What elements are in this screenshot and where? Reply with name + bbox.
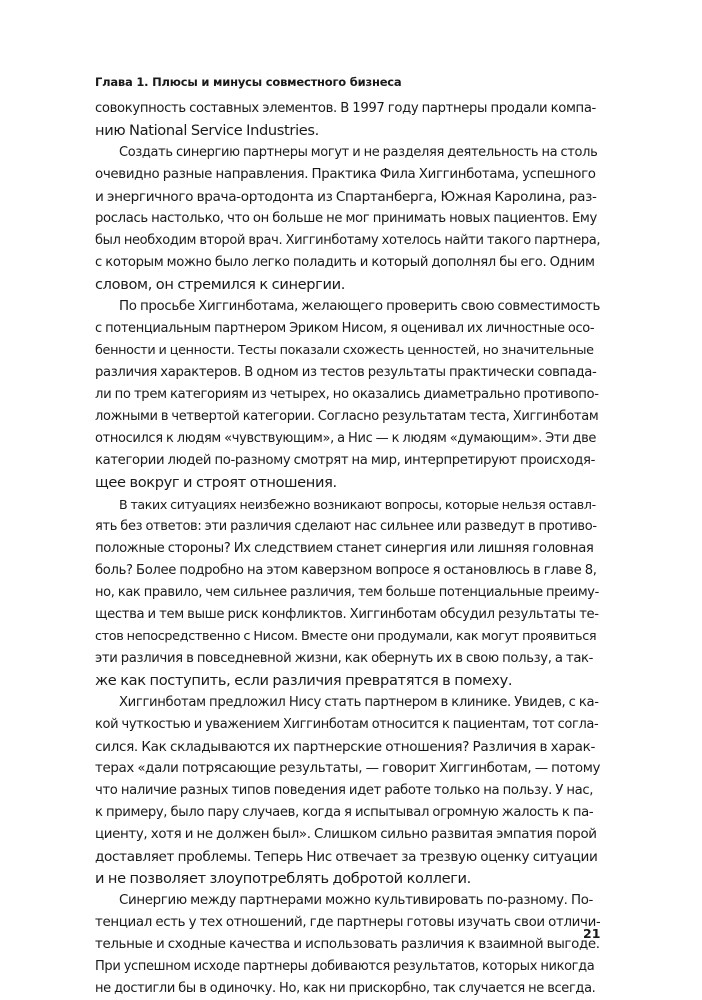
text-line: доставляет проблемы. Теперь Нис отвечает за трезвую оценку ситуации: [95, 849, 598, 865]
text-line: бенности и ценности. Тесты показали схожесть ценностей, но значительные: [95, 343, 594, 358]
text-line: и не позволяет злоупотреблять добротой коллеги.: [95, 870, 471, 887]
text-line: эти различия в повседневной жизни, как обернуть их в свою пользу, а так-: [95, 651, 594, 666]
text-line: различия характеров. В одном из тестов результаты практически совпада-: [95, 365, 597, 380]
text-line: нию National Service Industries.: [95, 122, 319, 139]
text-line: ложными в четвертой категории. Согласно результатам теста, Хиггинботам: [95, 409, 599, 424]
text-line: что наличие разных типов поведения идет работе только на пользу. У нас,: [95, 783, 594, 798]
text-line: но, как правило, чем сильнее различия, тем больше потенциальные преиму-: [95, 585, 599, 600]
text-line: ли по трем категориям из четырех, но оказались диаметрально противопо-: [95, 387, 599, 402]
text-line: положные стороны? Их следствием станет синергия или лишняя головная: [95, 541, 594, 556]
text-line: щее вокруг и строят отношения.: [95, 474, 337, 491]
text-line: циенту, хотя и не должен был». Слишком сильно развитая эмпатия порой: [95, 827, 597, 842]
page-number: 21: [583, 926, 601, 941]
text-line: стов непосредственно с Нисом. Вместе они продумали, как могут проявиться: [95, 629, 597, 644]
text-line: не достигли бы в одиночку. Но, как ни прискорбно, так случается не всегда.: [95, 981, 596, 996]
text-line: совокупность составных элементов. В 1997 году партнеры продали компа-: [95, 101, 596, 116]
text-line: же как поступить, если различия превратятся в помеху.: [95, 672, 513, 689]
text-line: терах «дали потрясающие результаты, — говорит Хиггинботам, — потому: [95, 761, 600, 776]
text-line: категории людей по-разному смотрят на мир, интерпретируют происходя-: [95, 453, 596, 468]
text-line: При успешном исходе партнеры добиваются результатов, которых никогда: [95, 959, 595, 974]
text-line: Хиггинботам предложил Нису стать партнером в клинике. Увидев, с ка-: [119, 695, 599, 710]
text-line: с потенциальным партнером Эриком Нисом, я оценивал их личностные осо-: [95, 321, 595, 336]
text-line: В таких ситуациях неизбежно возникают вопросы, которые нельзя оставл-: [119, 497, 596, 512]
text-line: очевидно разные направления. Практика Фила Хиггинботама, успешного: [95, 167, 596, 182]
running-header: Глава 1. Плюсы и минусы совместного бизнеса: [95, 75, 402, 89]
text-line: был необходим второй врач. Хиггинботаму хотелось найти такого партнера,: [95, 233, 600, 248]
text-line: По просьбе Хиггинботама, желающего проверить свою совместимость: [119, 299, 600, 314]
body-text: [95, 98, 600, 1000]
text-line: кой чуткостью и уважением Хиггинботам относится к пациентам, тот согла-: [95, 717, 599, 732]
text-line: боль? Более подробно на этом каверзном вопросе я остановлюсь в главе 8,: [95, 563, 597, 578]
text-line: словом, он стремился к синергии.: [95, 276, 346, 293]
text-line: Создать синергию партнеры могут и не разделяя деятельность на столь: [119, 145, 598, 160]
text-line: тенциал есть у тех отношений, где партнеры готовы изучать свои отличи-: [95, 915, 600, 930]
text-line: Синергию между партнерами можно культивировать по-разному. По-: [119, 893, 594, 908]
text-line: щества и тем выше риск конфликтов. Хиггинботам обсудил результаты те-: [95, 607, 599, 622]
text-line: тельные и сходные качества и использовать различия к взаимной выгоде.: [95, 937, 600, 952]
text-line: сился. Как складываются их партнерские отношения? Различия в харак-: [95, 739, 596, 755]
text-line: к примеру, было пару случаев, когда я испытывал огромную жалость к па-: [95, 805, 594, 820]
text-line: рослась настолько, что он больше не мог принимать новых пациентов. Ему: [95, 211, 597, 226]
text-line: ять без ответов: эти различия сделают нас сильнее или разведут в противо-: [95, 519, 597, 534]
text-line: относился к людям «чувствующим», а Нис — к людям «думающим». Эти две: [95, 431, 597, 446]
text-line: и энергичного врача-ортодонта из Спартанберга, Южная Каролина, раз-: [95, 189, 597, 205]
text-line: с которым можно было легко поладить и который дополнял бы его. Одним: [95, 255, 595, 270]
